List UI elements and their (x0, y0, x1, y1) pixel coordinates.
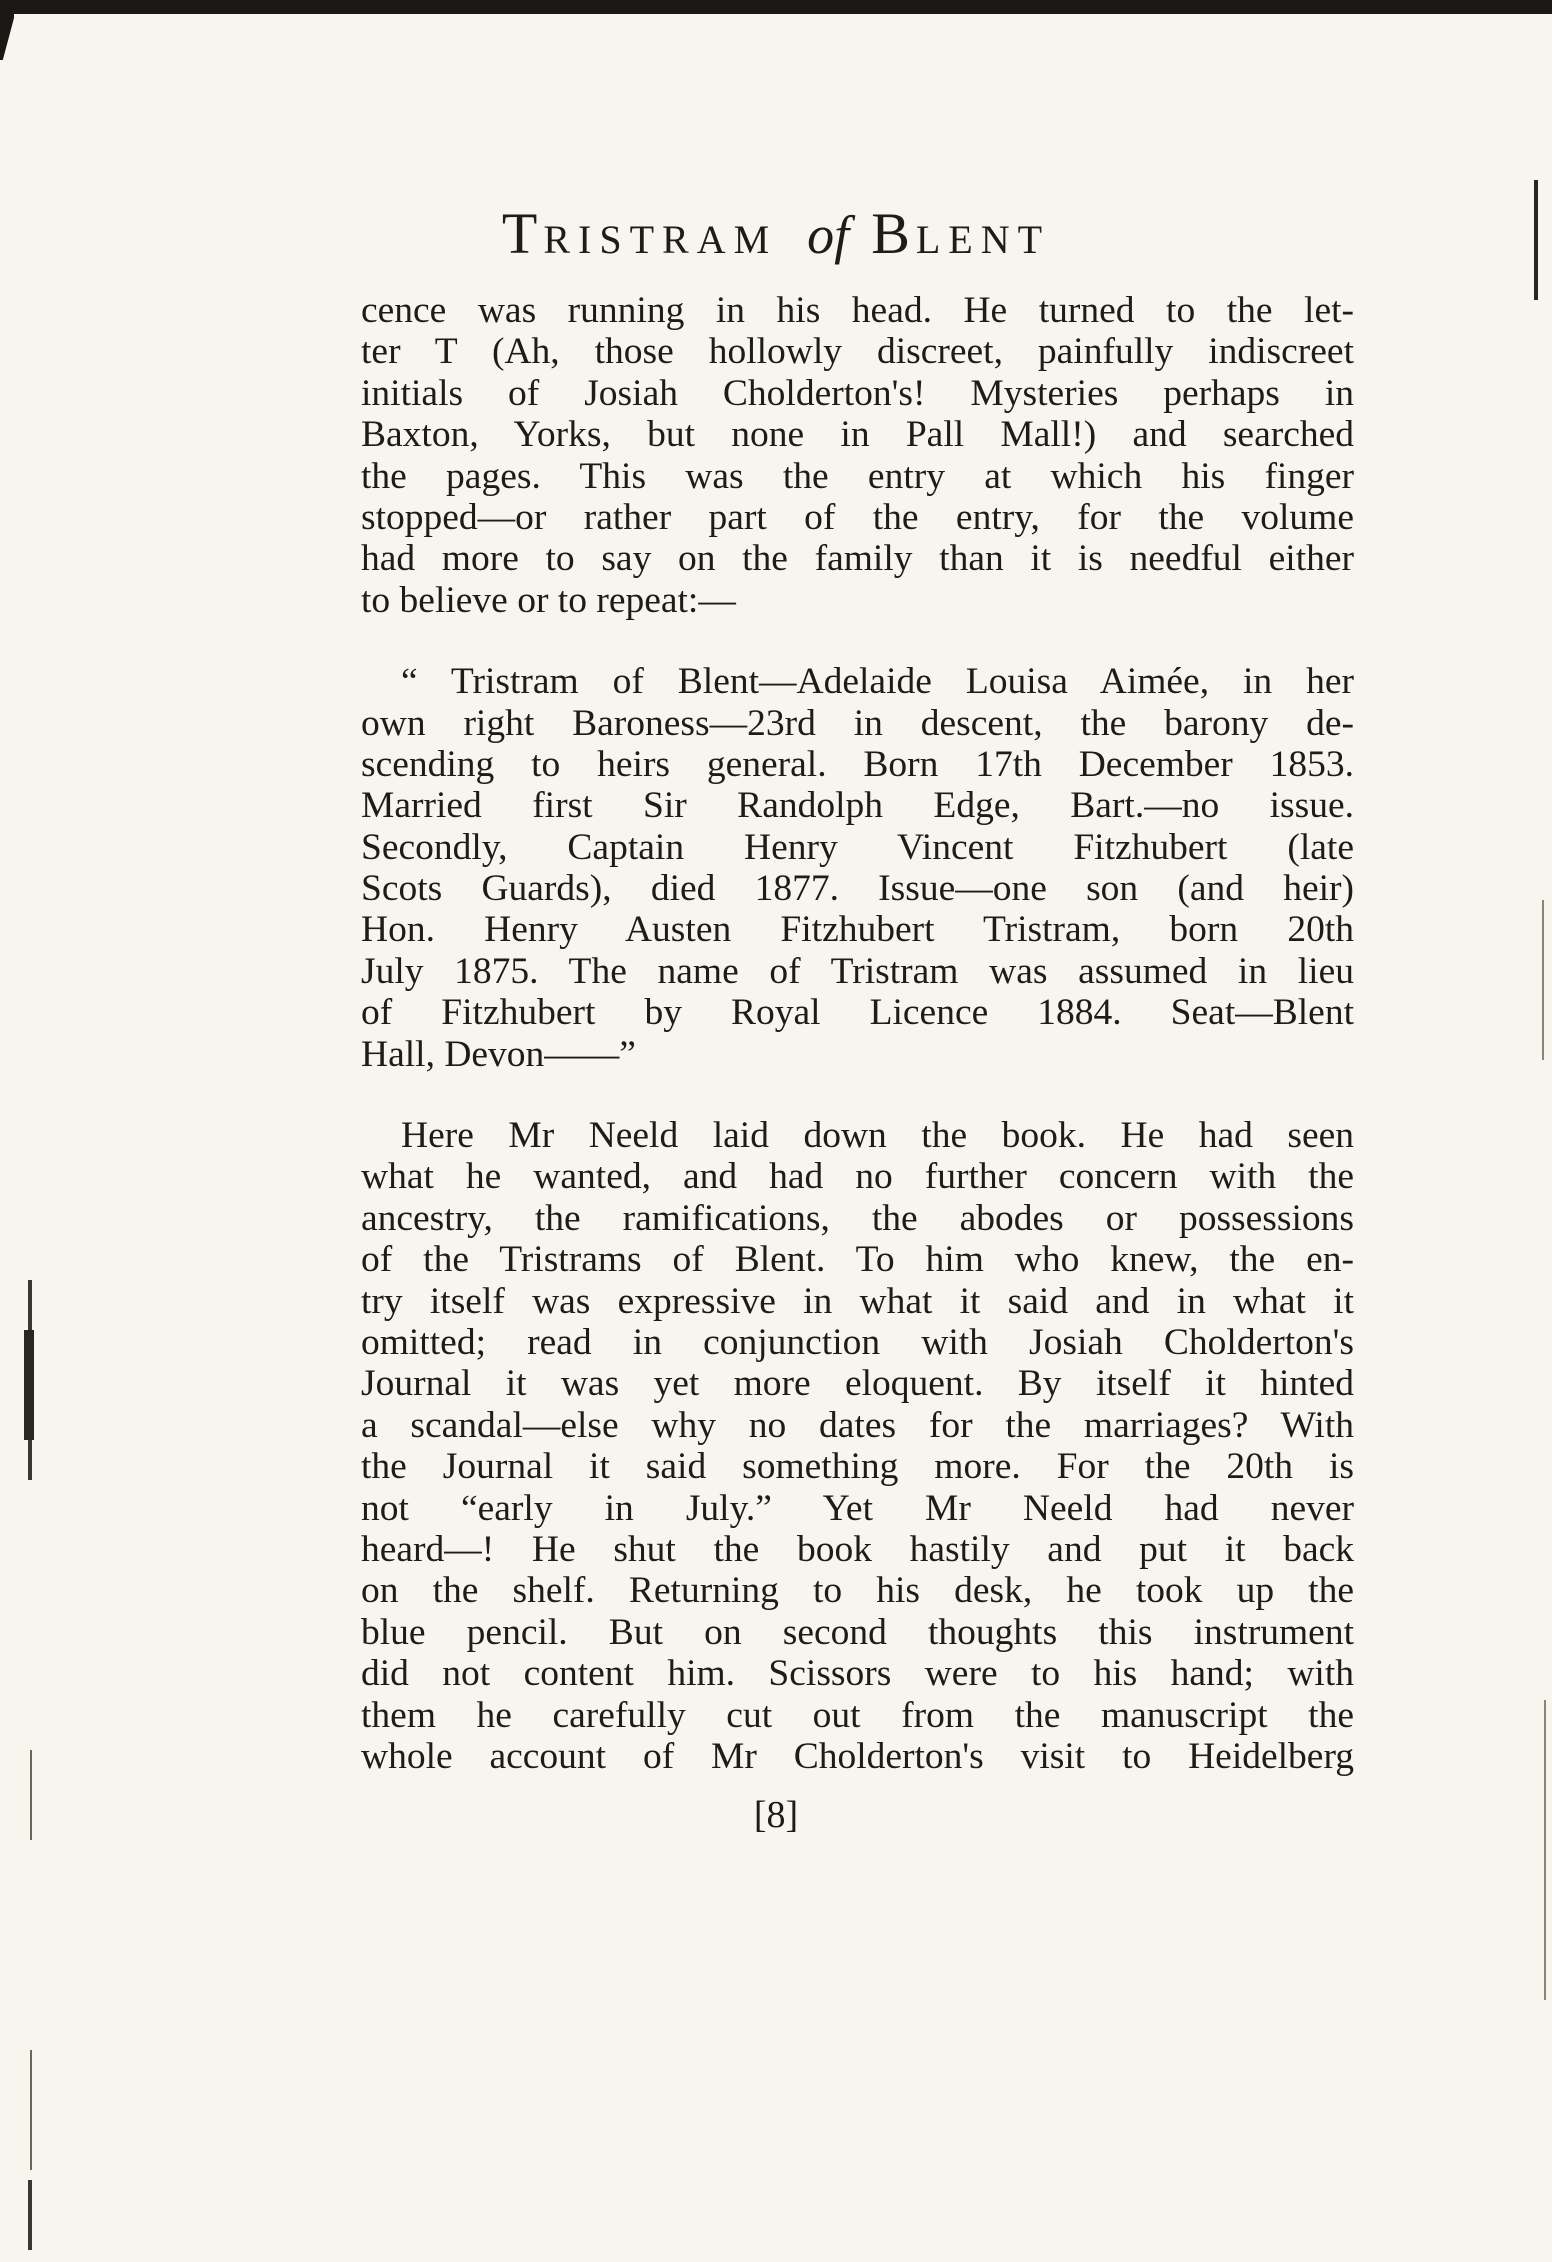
text-line: July 1875. The name of Tristram was assumed in lieu (361, 950, 1354, 992)
text-line: Secondly, Captain Henry Vincent Fitzhubert (late (361, 826, 1354, 868)
paragraph-gap (361, 621, 1354, 661)
text-line: them he carefully cut out from the manuscript the (361, 1694, 1354, 1736)
body-text (361, 290, 1354, 1777)
right-scan-edge-marks (1512, 0, 1552, 2262)
text-line: of Fitzhubert by Royal Licence 1884. Seat—Blent (361, 992, 1354, 1034)
text-line: whole account of Mr Cholderton's visit to Heidelberg (361, 1735, 1354, 1777)
text-line: did not content him. Scissors were to his hand; with (361, 1653, 1354, 1695)
running-head-connector: of (807, 205, 850, 265)
paragraph-neeld (361, 1115, 1354, 1777)
text-line: Hall, Devon——” (361, 1033, 636, 1075)
text-line: ter T (Ah, those hollowly discreet, painfully indiscreet (361, 331, 1354, 373)
text-line: to believe or to repeat:— (361, 579, 736, 621)
text-line: Married first Sir Randolph Edge, Bart.—no issue. (361, 785, 1354, 827)
peerage-entry-quote (361, 661, 1354, 1075)
running-head (0, 200, 1552, 267)
text-line: Scots Guards), died 1877. Issue—one son (and heir) (361, 868, 1354, 910)
text-line: the pages. This was the entry at which his finger (361, 455, 1354, 497)
text-line: blue pencil. But on second thoughts this instrument (361, 1611, 1354, 1653)
text-line: “ Tristram of Blent—Adelaide Louisa Aimée, in her (401, 661, 1354, 703)
running-head-word-1: RISTRAM (543, 217, 778, 262)
page-number: [8] (753, 1794, 799, 1836)
paragraph-gap (361, 1075, 1354, 1115)
paragraph-continuation (361, 290, 1354, 621)
text-line: Journal it was yet more eloquent. By itself it hinted (361, 1363, 1354, 1405)
text-line: ancestry, the ramifications, the abodes or possessions (361, 1197, 1354, 1239)
text-line: cence was running in his head. He turned to the let- (361, 290, 1354, 331)
text-line: heard—! He shut the book hastily and put it back (361, 1528, 1354, 1570)
text-line: of the Tristrams of Blent. To him who knew, the en- (361, 1239, 1354, 1281)
running-head-initial-1: T (501, 201, 544, 266)
running-head-initial-2: B (871, 201, 916, 266)
text-line: Hon. Henry Austen Fitzhubert Tristram, born 20th (361, 909, 1354, 951)
text-line: own right Baroness—23rd in descent, the barony de- (361, 702, 1354, 744)
text-line: stopped—or rather part of the entry, for the volume (361, 496, 1354, 538)
text-line: initials of Josiah Cholderton's! Mysteries perhaps in (361, 372, 1354, 414)
running-head-word-2: LENT (915, 217, 1051, 262)
left-scan-edge-marks (0, 0, 60, 2262)
top-scan-rule (0, 0, 1552, 14)
text-line: scending to heirs general. Born 17th December 1853. (361, 743, 1354, 785)
text-line: a scandal—else why no dates for the marriages? With (361, 1404, 1354, 1446)
text-line: Here Mr Neeld laid down the book. He had seen (401, 1115, 1354, 1157)
text-line: Baxton, Yorks, but none in Pall Mall!) and searched (361, 414, 1354, 456)
text-line: omitted; read in conjunction with Josiah Cholderton's (361, 1321, 1354, 1363)
text-line: what he wanted, and had no further concern with the (361, 1156, 1354, 1198)
text-line: on the shelf. Returning to his desk, he took up the (361, 1570, 1354, 1612)
text-line: not “early in July.” Yet Mr Neeld had never (361, 1487, 1354, 1529)
text-line: the Journal it said something more. For the 20th is (361, 1446, 1354, 1488)
text-line: try itself was expressive in what it said and in what it (361, 1280, 1354, 1322)
text-line: had more to say on the family than it is needful either (361, 538, 1354, 580)
